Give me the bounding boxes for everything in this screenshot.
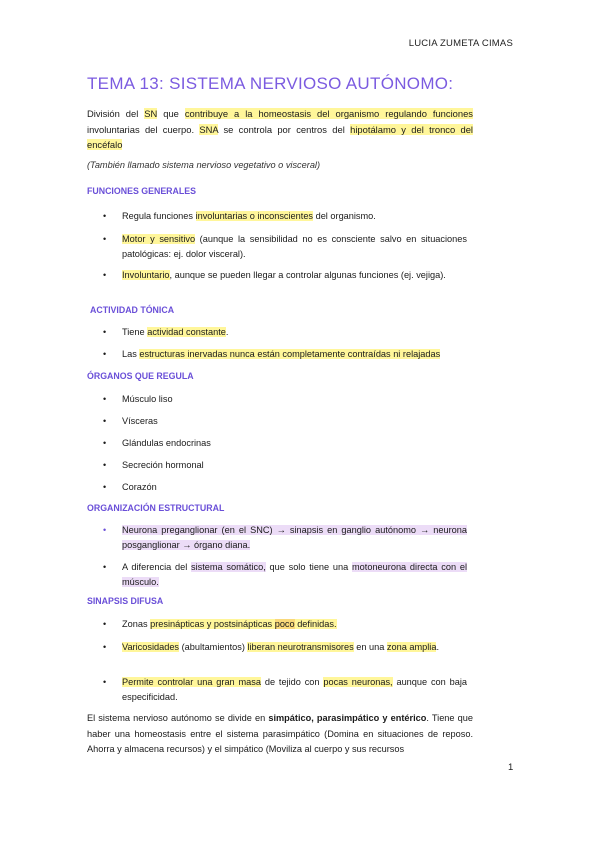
- highlight-sn: SN: [144, 108, 158, 119]
- intro-paragraph: [87, 106, 473, 153]
- highlight-homeostasis: contribuye a la homeostasis del organismo regulando funciones: [184, 108, 473, 119]
- section-heading-actividad: ACTIVIDAD TÓNICA: [90, 305, 175, 315]
- bullet-icon: •: [103, 416, 107, 426]
- closing-paragraph: [87, 711, 473, 758]
- item-highlight: Involuntario: [122, 270, 170, 280]
- item-highlight: Permite controlar una gran masa: [122, 677, 261, 687]
- item-highlight: liberan neurotransmisores: [247, 642, 354, 652]
- list-item: Músculo liso: [122, 394, 173, 404]
- item-text: en una: [353, 642, 387, 652]
- item-text: del organismo.: [313, 211, 376, 221]
- item-text: A diferencia del: [122, 562, 192, 572]
- item-highlight: Varicosidades: [122, 642, 180, 652]
- page-number: 1: [508, 762, 514, 773]
- item-text: Regula funciones: [122, 211, 196, 221]
- item-text: .: [436, 642, 440, 652]
- item-text: , aunque se pueden llegar a controlar algunas funciones (ej. vejiga).: [169, 270, 446, 280]
- bullet-icon: •: [103, 677, 107, 687]
- section-heading-sinapsis: SINAPSIS DIFUSA: [87, 596, 164, 606]
- bullet-icon: •: [103, 234, 107, 244]
- list-item: [122, 617, 467, 632]
- closing-text: . Tiene que haber una homeostasis entre el sistema parasimpático (Domina en situaciones de reposo. Ahorra y almacena recursos) y el simpático (Moviliza al cuerpo y sus recursos: [87, 713, 473, 754]
- list-item: Vísceras: [122, 416, 158, 426]
- intro-text: División del: [87, 108, 145, 119]
- item-highlight: pocas neuronas,: [323, 677, 393, 687]
- item-text: aunque con baja especificidad.: [122, 677, 467, 702]
- item-highlight: presinápticas y postsinápticas: [150, 619, 275, 629]
- page-title: TEMA 13: SISTEMA NERVIOSO AUTÓNOMO:: [87, 74, 454, 93]
- section-heading-organizacion: ORGANIZACIÓN ESTRUCTURAL: [87, 503, 225, 513]
- item-highlight: sistema somático,: [191, 562, 266, 572]
- section-heading-funciones: FUNCIONES GENERALES: [87, 186, 196, 196]
- item-highlight: motoneurona directa con el músculo.: [122, 562, 467, 587]
- item-highlight: Neurona preganglionar (en el SNC) → sinapsis en ganglio autónomo → neurona posganglionar → órgano diana.: [122, 525, 467, 550]
- bullet-icon: •: [103, 619, 107, 629]
- bullet-icon: •: [103, 460, 107, 470]
- list-item: [122, 209, 467, 224]
- item-text: Zonas: [122, 619, 151, 629]
- bullet-icon: •: [103, 270, 107, 280]
- list-item: Secreción hormonal: [122, 460, 204, 470]
- item-text: .: [225, 327, 229, 337]
- item-highlight: involuntarias o inconscientes: [195, 211, 314, 221]
- section-heading-organos: ÓRGANOS QUE REGULA: [87, 371, 194, 381]
- intro-text: involuntarias del cuerpo.: [87, 123, 200, 135]
- bullet-icon: •: [103, 438, 107, 448]
- item-highlight: actividad constante: [147, 327, 226, 337]
- item-text: de tejido con: [260, 677, 324, 687]
- list-item: Corazón: [122, 482, 157, 492]
- highlight-sna: SNA: [199, 123, 219, 135]
- highlight-hipotalamo: hipotálamo y del tronco del encéfalo: [87, 123, 474, 150]
- closing-text: El sistema nervioso autónomo se divide en: [87, 713, 269, 723]
- list-item: [122, 325, 467, 340]
- item-text: que solo tiene una: [265, 562, 353, 572]
- note-text: (También llamado sistema nervioso vegetativo o visceral): [87, 160, 321, 170]
- item-text: (abultamientos): [179, 642, 248, 652]
- list-item: Glándulas endocrinas: [122, 438, 211, 448]
- list-item: [122, 347, 482, 362]
- item-text: (aunque la sensibilidad no es consciente salvo en situaciones patológicas: ej. dolor visceral).: [122, 234, 467, 259]
- item-highlight: Motor y sensitivo: [122, 234, 196, 244]
- list-item: [122, 560, 467, 590]
- item-highlight: poco: [274, 619, 295, 629]
- list-item: [122, 640, 467, 655]
- closing-bold: simpático, parasimpático y entérico: [268, 713, 427, 723]
- bullet-icon: •: [103, 525, 107, 535]
- list-item: [122, 675, 467, 705]
- bullet-icon: •: [103, 394, 107, 404]
- item-highlight: definidas.: [294, 619, 337, 629]
- bullet-icon: •: [103, 642, 107, 652]
- bullet-icon: •: [103, 327, 107, 337]
- item-text: Las: [122, 349, 140, 359]
- bullet-icon: •: [103, 349, 107, 359]
- bullet-icon: •: [103, 211, 107, 221]
- item-highlight: zona amplia: [386, 642, 437, 652]
- list-item: [122, 232, 467, 262]
- bullet-icon: •: [103, 562, 107, 572]
- item-text: Tiene: [122, 327, 148, 337]
- item-highlight: estructuras inervadas nunca están completamente contraídas ni relajadas: [139, 349, 441, 359]
- header-author: LUCIA ZUMETA CIMAS: [408, 38, 513, 49]
- list-item: [122, 268, 467, 283]
- bullet-icon: •: [103, 482, 107, 492]
- intro-text: que: [157, 108, 185, 119]
- list-item: [122, 523, 467, 553]
- intro-text: se controla por centros del: [218, 123, 351, 135]
